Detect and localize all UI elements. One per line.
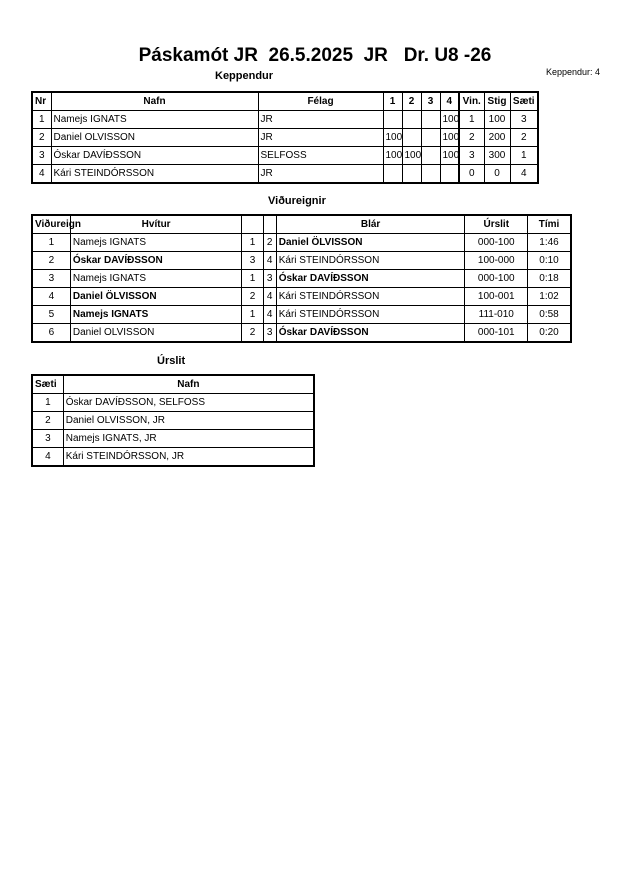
col-nafn: Nafn [51,92,258,111]
vidureignir-heading: Viðureignir [268,195,326,207]
game-white-number: 1 [242,234,263,252]
player-round-1 [383,111,402,129]
player-nr: 3 [32,147,51,165]
game-white-number: 3 [242,252,263,270]
games-header-row [32,215,571,234]
game-number: 6 [32,324,70,343]
standing-name: Daniel OLVISSON, JR [63,412,314,430]
standing-row [32,430,314,448]
standings-header-row [32,375,314,394]
game-black-player: Óskar DAVÍÐSSON [276,270,465,288]
players-header-row [32,92,538,111]
game-number: 2 [32,252,70,270]
player-nr: 4 [32,165,51,184]
player-round-3 [421,111,440,129]
standing-name: Kári STEINDÓRSSON, JR [63,448,314,467]
player-wins: 0 [459,165,484,184]
game-result: 100-000 [465,252,528,270]
player-wins: 3 [459,147,484,165]
game-white-number: 1 [242,270,263,288]
game-white-player: Óskar DAVÍÐSSON [70,252,242,270]
player-round-4: 100 [440,147,459,165]
player-wins: 2 [459,129,484,147]
col-r4: 4 [440,92,459,111]
game-row [32,288,571,306]
player-points: 100 [484,111,510,129]
standing-place: 1 [32,394,63,412]
game-result: 111-010 [465,306,528,324]
game-time: 0:10 [528,252,571,270]
player-row [32,147,538,165]
standings-table [31,374,315,467]
standing-row [32,412,314,430]
game-white-player: Daniel OLVISSON [70,324,242,343]
game-white-number: 2 [242,288,263,306]
game-white-number: 2 [242,324,263,343]
game-white-player: Namejs IGNATS [70,234,242,252]
player-row [32,165,538,184]
game-time: 0:58 [528,306,571,324]
player-wins: 1 [459,111,484,129]
player-place: 2 [510,129,538,147]
keppendur-heading: Keppendur [215,70,274,82]
col-r1: 1 [383,92,402,111]
player-round-3 [421,147,440,165]
game-black-number: 3 [263,324,276,343]
col-wnum [242,215,263,234]
standing-name: Namejs IGNATS, JR [63,430,314,448]
col-felag: Félag [258,92,383,111]
col-r3: 3 [421,92,440,111]
player-round-4: 100 [440,129,459,147]
col-nr: Nr [32,92,51,111]
game-white-player: Daniel ÖLVISSON [70,288,242,306]
page-title: Páskamót JR 26.5.2025 JR Dr. U8 -26 [138,45,492,66]
player-round-2: 100 [402,147,421,165]
player-club: JR [258,165,383,184]
player-round-2 [402,129,421,147]
player-name: Óskar DAVÍÐSSON [51,147,258,165]
player-name: Kári STEINDÓRSSON [51,165,258,184]
game-number: 3 [32,270,70,288]
col-urslit: Úrslit [465,215,528,234]
player-club: SELFOSS [258,147,383,165]
player-round-4: 100 [440,111,459,129]
player-name: Namejs IGNATS [51,111,258,129]
game-number: 5 [32,306,70,324]
player-place: 3 [510,111,538,129]
game-black-number: 3 [263,270,276,288]
game-number: 1 [32,234,70,252]
standing-place: 2 [32,412,63,430]
col-stig: Stig [484,92,510,111]
game-result: 000-100 [465,234,528,252]
player-place: 4 [510,165,538,184]
players-table [31,91,539,184]
col-bnum [263,215,276,234]
game-number: 4 [32,288,70,306]
player-club: JR [258,129,383,147]
standing-place: 3 [32,430,63,448]
player-points: 0 [484,165,510,184]
player-round-3 [421,165,440,184]
game-black-number: 4 [263,306,276,324]
game-black-number: 4 [263,252,276,270]
player-name: Daniel OLVISSON [51,129,258,147]
standing-name: Óskar DAVÍÐSSON, SELFOSS [63,394,314,412]
player-points: 300 [484,147,510,165]
player-round-4 [440,165,459,184]
col-vidureign: Viðureign [32,215,70,234]
player-place: 1 [510,147,538,165]
player-row [32,129,538,147]
game-black-number: 4 [263,288,276,306]
game-black-player: Kári STEINDÓRSSON [276,288,465,306]
game-black-player: Óskar DAVÍÐSSON [276,324,465,343]
col-saeti: Sæti [510,92,538,111]
col-vin: Vin. [459,92,484,111]
player-row [32,111,538,129]
player-points: 200 [484,129,510,147]
player-club: JR [258,111,383,129]
player-round-1 [383,165,402,184]
game-black-player: Daniel ÖLVISSON [276,234,465,252]
game-time: 0:20 [528,324,571,343]
player-round-2 [402,111,421,129]
standing-row [32,394,314,412]
game-white-player: Namejs IGNATS [70,270,242,288]
game-time: 0:18 [528,270,571,288]
game-row [32,270,571,288]
player-round-1: 100 [383,147,402,165]
game-white-number: 1 [242,306,263,324]
urslit-heading: Úrslit [157,355,186,367]
col-r2: 2 [402,92,421,111]
player-nr: 2 [32,129,51,147]
player-round-1: 100 [383,129,402,147]
col-nafn-standings: Nafn [63,375,314,394]
game-result: 000-101 [465,324,528,343]
player-round-3 [421,129,440,147]
col-hvitur: Hvítur [70,215,242,234]
game-white-player: Namejs IGNATS [70,306,242,324]
game-time: 1:46 [528,234,571,252]
standing-row [32,448,314,467]
game-black-number: 2 [263,234,276,252]
game-result: 100-001 [465,288,528,306]
game-time: 1:02 [528,288,571,306]
games-table [31,214,572,343]
col-timi: Tími [528,215,571,234]
player-round-2 [402,165,421,184]
game-row [32,306,571,324]
game-row [32,252,571,270]
game-row [32,324,571,343]
standing-place: 4 [32,448,63,467]
game-row [32,234,571,252]
player-nr: 1 [32,111,51,129]
col-blar: Blár [276,215,465,234]
col-saeti-standings: Sæti [32,375,63,394]
game-black-player: Kári STEINDÓRSSON [276,306,465,324]
player-count: Keppendur: 4 [545,67,600,77]
game-result: 000-100 [465,270,528,288]
game-black-player: Kári STEINDÓRSSON [276,252,465,270]
